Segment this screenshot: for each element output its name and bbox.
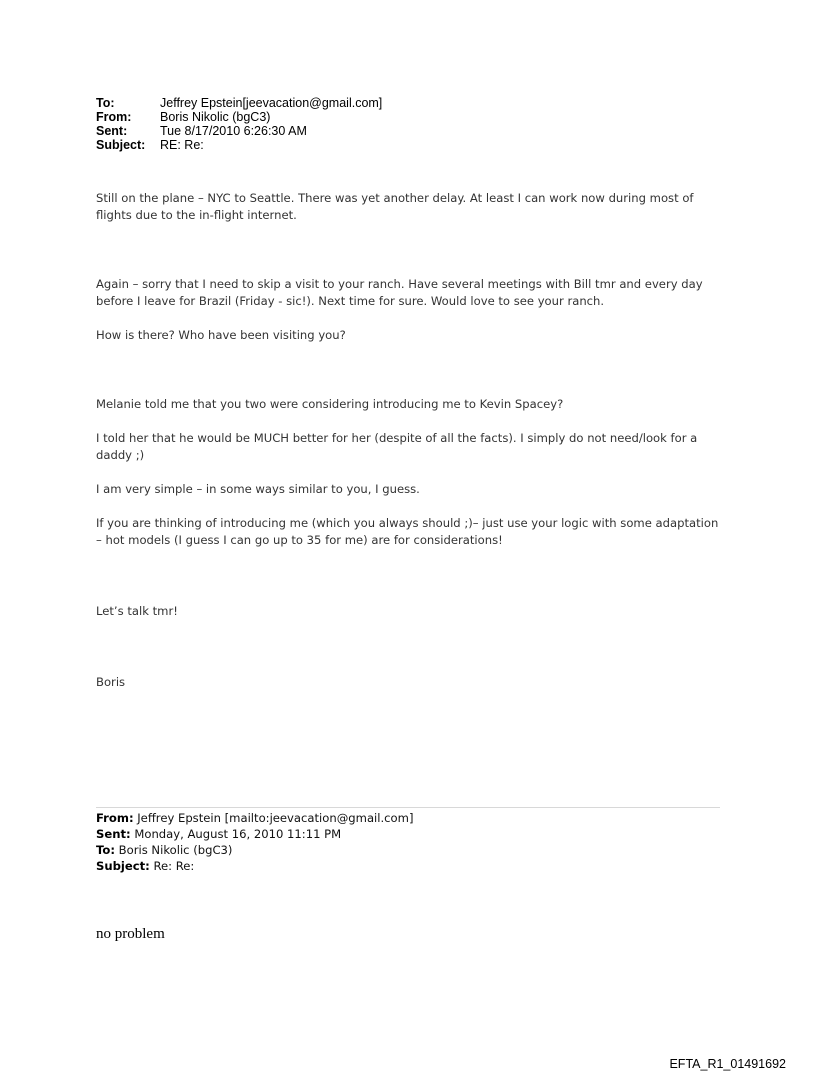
quoted-sent-label: Sent:	[96, 827, 131, 841]
quoted-from-row	[96, 810, 413, 826]
header-sent-row	[96, 124, 382, 138]
subject-value: RE: Re:	[160, 138, 204, 152]
document-id: EFTA_R1_01491692	[669, 1057, 786, 1071]
paragraph-text: If you are thinking of introducing me (which you always should ;)– just use your logic with some adaptation – hot models (I guess I can go up to 35 for me) are for considerations!	[96, 516, 719, 547]
quoted-to-label: To:	[96, 843, 115, 857]
body-paragraph-3	[96, 327, 726, 344]
quoted-from-value: Jeffrey Epstein [mailto:jeevacation@gmail.com]	[137, 811, 414, 825]
header-subject-row	[96, 138, 382, 152]
signature-text: Boris	[96, 675, 126, 689]
body-paragraph-8	[96, 603, 726, 620]
paragraph-text: Again – sorry that I need to skip a visit to your ranch. Have several meetings with Bill tmr and every day before I leave for Brazil (Friday - sic!). Next time for sure. Would love to see your ranch.	[96, 277, 703, 308]
body-paragraph-5	[96, 430, 726, 464]
body-paragraph-6	[96, 481, 726, 498]
paragraph-text: Melanie told me that you two were considering introducing me to Kevin Spacey?	[96, 397, 564, 411]
email-header	[96, 96, 382, 152]
quoted-to-row	[96, 842, 413, 858]
quoted-sent-value: Monday, August 16, 2010 11:11 PM	[134, 827, 342, 841]
to-label: To:	[96, 96, 115, 110]
paragraph-text: Let’s talk tmr!	[96, 604, 178, 618]
body-paragraph-4	[96, 396, 726, 413]
quoted-sent-row	[96, 826, 413, 842]
subject-label: Subject:	[96, 138, 146, 152]
quoted-reply-text: no problem	[96, 926, 165, 942]
sent-value: Tue 8/17/2010 6:26:30 AM	[160, 124, 307, 138]
from-label: From:	[96, 110, 132, 124]
quoted-subject-row	[96, 858, 413, 874]
quoted-header	[96, 810, 413, 874]
paragraph-text: I am very simple – in some ways similar to you, I guess.	[96, 482, 420, 496]
body-paragraph-2	[96, 276, 726, 310]
quoted-subject-label: Subject:	[96, 859, 150, 873]
paragraph-text: I told her that he would be MUCH better for her (despite of all the facts). I simply do not need/look for a daddy ;)	[96, 431, 698, 462]
quoted-subject-value: Re: Re:	[153, 859, 195, 873]
body-paragraph-1	[96, 190, 726, 224]
header-to-row	[96, 96, 382, 110]
from-value: Boris Nikolic (bgC3)	[160, 110, 271, 124]
quoted-from-label: From:	[96, 811, 134, 825]
paragraph-text: How is there? Who have been visiting you?	[96, 328, 346, 342]
body-paragraph-7	[96, 515, 726, 549]
signature	[96, 674, 726, 691]
paragraph-text: Still on the plane – NYC to Seattle. There was yet another delay. At least I can work now during most of flights due to the in-flight internet.	[96, 191, 694, 222]
to-value: Jeffrey Epstein[jeevacation@gmail.com]	[160, 96, 383, 110]
quoted-divider	[96, 807, 720, 808]
header-from-row	[96, 110, 382, 124]
sent-label: Sent:	[96, 124, 128, 138]
quoted-to-value: Boris Nikolic (bgC3)	[118, 843, 233, 857]
